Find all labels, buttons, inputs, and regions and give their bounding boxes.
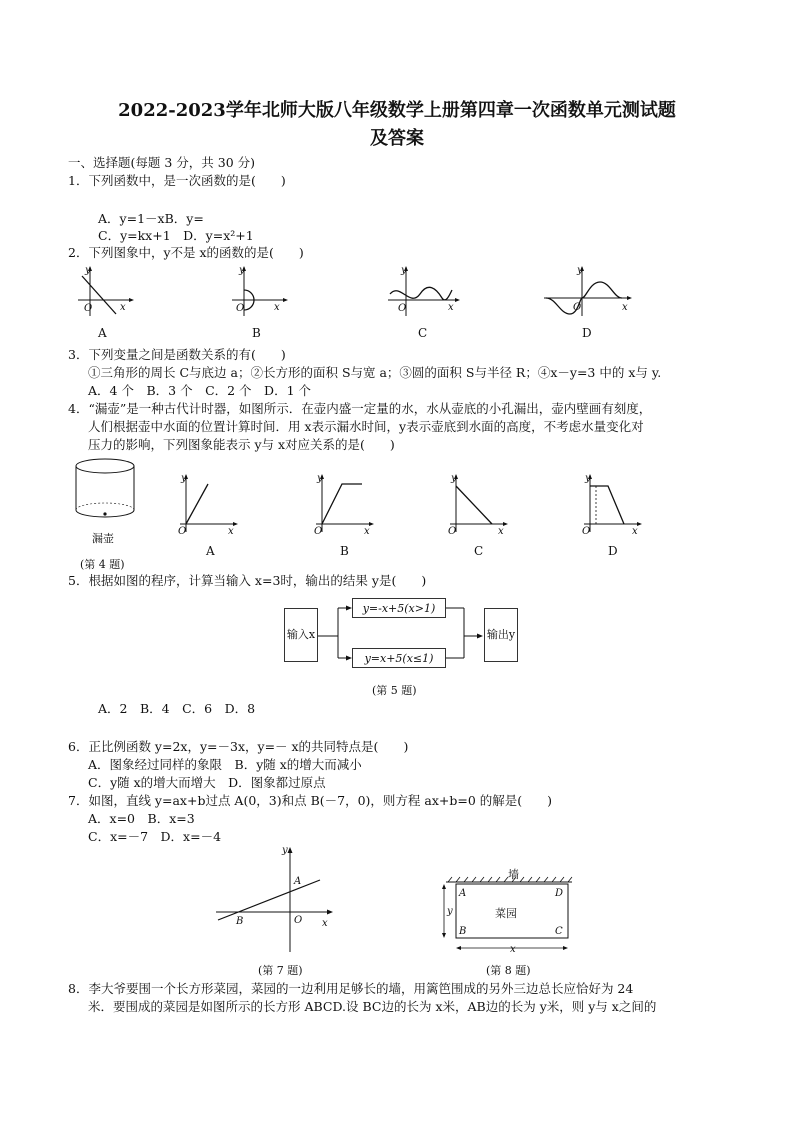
q4-graph-a [176,472,240,536]
q2-label-c: C [418,326,428,340]
q7-line-graph [214,844,334,954]
q4-label-b: B [340,544,349,558]
q4-line1: 4．“漏壶”是一种古代计时器，如图所示．在壶内盛一定量的水，水从壶底的小孔漏出，壶内壁画有刻度， [68,401,652,416]
q8-garden-label: 菜园 [495,907,517,920]
q6-options-ab: A．图象经过同样的象限 B．y随 x的增大而减小 [88,757,362,772]
svg-text:x: x [364,526,370,537]
q2-stem: 2．下列图象中，y不是 x的函数的是( ) [68,245,304,260]
q2-graph-c [386,264,462,320]
svg-text:y: y [181,473,187,484]
q5-options: A．2 B．4 C．6 D．8 [98,701,256,716]
q4-label-c: C [474,544,484,558]
q4-graph-b [312,472,376,536]
svg-text:y: y [577,265,583,276]
q1-options-cd: C．y=kx+1 D．y=x²+1 [98,228,254,243]
q4-line2: 人们根据壶中水面的位置计算时间．用 x表示漏水时间，y表示壶底到水面的高度，不考虑水量变化对 [88,419,644,434]
svg-text:B: B [236,916,244,927]
svg-text:x: x [322,918,328,929]
q4-label-a: A [206,544,215,558]
q8-line1: 8．李大爷要围一个长方形菜园，菜园的一边利用足够长的墙，用篱笆围成的另外三边总长应恰好为 24 [68,981,634,996]
svg-text:y: y [282,845,288,856]
svg-text:O: O [398,303,407,314]
q7-caption: (第 7 题) [258,964,303,977]
q7-options-ab: A．x=0 B．x=3 [88,811,195,826]
section-heading: 一、选择题(每题 3 分，共 30 分) [68,155,256,170]
svg-text:x: x [120,302,126,313]
q4-pot-label: 漏壶 [92,532,114,545]
svg-text:C: C [555,926,563,937]
svg-text:x: x [632,526,638,537]
svg-text:y: y [451,473,457,484]
q4-caption: (第 4 题) [80,558,125,571]
svg-text:y: y [317,473,323,484]
q4-leaking-pot-figure [74,456,138,520]
q7-options-cd: C．x=－7 D．x=－4 [88,829,222,844]
q3-stem: 3．下列变量之间是函数关系的有( ) [68,347,286,362]
svg-text:O: O [294,915,303,926]
q2-graph-b [230,264,290,320]
q2-label-d: D [582,326,592,340]
svg-text:O: O [84,303,93,314]
q6-options-cd: C．y随 x的增大而增大 D．图象都过原点 [88,775,326,790]
q8-line2: 米．要围成的菜园是如图所示的长方形 ABCD.设 BC边的长为 x米，AB边的长为 y米，则 y与 x之间的 [88,999,657,1014]
svg-text:x: x [274,302,280,313]
q8-caption: (第 8 题) [486,964,531,977]
svg-text:B: B [459,926,467,937]
svg-text:O: O [582,526,591,537]
svg-text:x: x [498,526,504,537]
svg-text:O: O [573,302,582,313]
q2-graph-a [76,264,136,320]
q2-graph-d [542,264,634,320]
q2-label-a: A [98,326,107,340]
svg-text:O: O [314,526,323,537]
svg-text:y: y [585,473,591,484]
q1-options-ab: A．y=1－xB．y= [98,211,204,226]
svg-text:D: D [555,888,564,899]
svg-text:O: O [448,526,457,537]
svg-text:y: y [85,265,91,276]
q4-graph-d [580,472,644,536]
q4-graph-c [446,472,510,536]
svg-text:x: x [228,526,234,537]
page-title-line1: 2022-2023学年北师大版八年级数学上册第四章一次函数单元测试题 [118,100,676,121]
svg-text:A: A [294,876,302,887]
page-title-line2: 及答案 [370,128,424,149]
q6-stem: 6．正比例函数 y=2x，y=－3x，y=－ x的共同特点是( ) [68,739,409,754]
q5-input-box: 输入x [284,608,318,662]
q5-stem: 5．根据如图的程序，计算当输入 x=3时，输出的结果 y是( ) [68,573,427,588]
svg-text:y: y [401,265,407,276]
q8-wall-label: 墙 [508,868,519,881]
q1-stem: 1．下列函数中，是一次函数的是( ) [68,173,286,188]
q2-label-b: B [252,326,261,340]
q5-output-box: 输出y [484,608,518,662]
q7-stem: 7．如图，直线 y=ax+b过点 A(0，3)和点 B(－7，0)，则方程 ax+b=0 的解是( ) [68,793,553,808]
svg-text:O: O [178,526,187,537]
svg-text:x: x [448,302,454,313]
q4-label-d: D [608,544,618,558]
svg-text:x: x [510,944,516,955]
svg-text:y: y [447,906,453,917]
q3-options: A．4 个 B．3 个 C．2 个 D．1 个 [88,383,312,398]
q3-statements: ①三角形的周长 C与底边 a；②长方形的面积 S与宽 a；③圆的面积 S与半径 R；④x－y=3 中的 x与 y. [88,365,662,380]
svg-text:O: O [236,303,245,314]
svg-text:y: y [239,265,245,276]
svg-text:A: A [459,888,467,899]
q4-line3: 压力的影响，下列图象能表示 y与 x对应关系的是( ) [88,437,395,452]
q5-caption: (第 5 题) [372,684,417,697]
q5-lower-branch-box: y=x+5(x≤1) [352,648,446,668]
svg-text:x: x [622,302,628,313]
q5-upper-branch-box: y=-x+5(x>1) [352,598,446,618]
